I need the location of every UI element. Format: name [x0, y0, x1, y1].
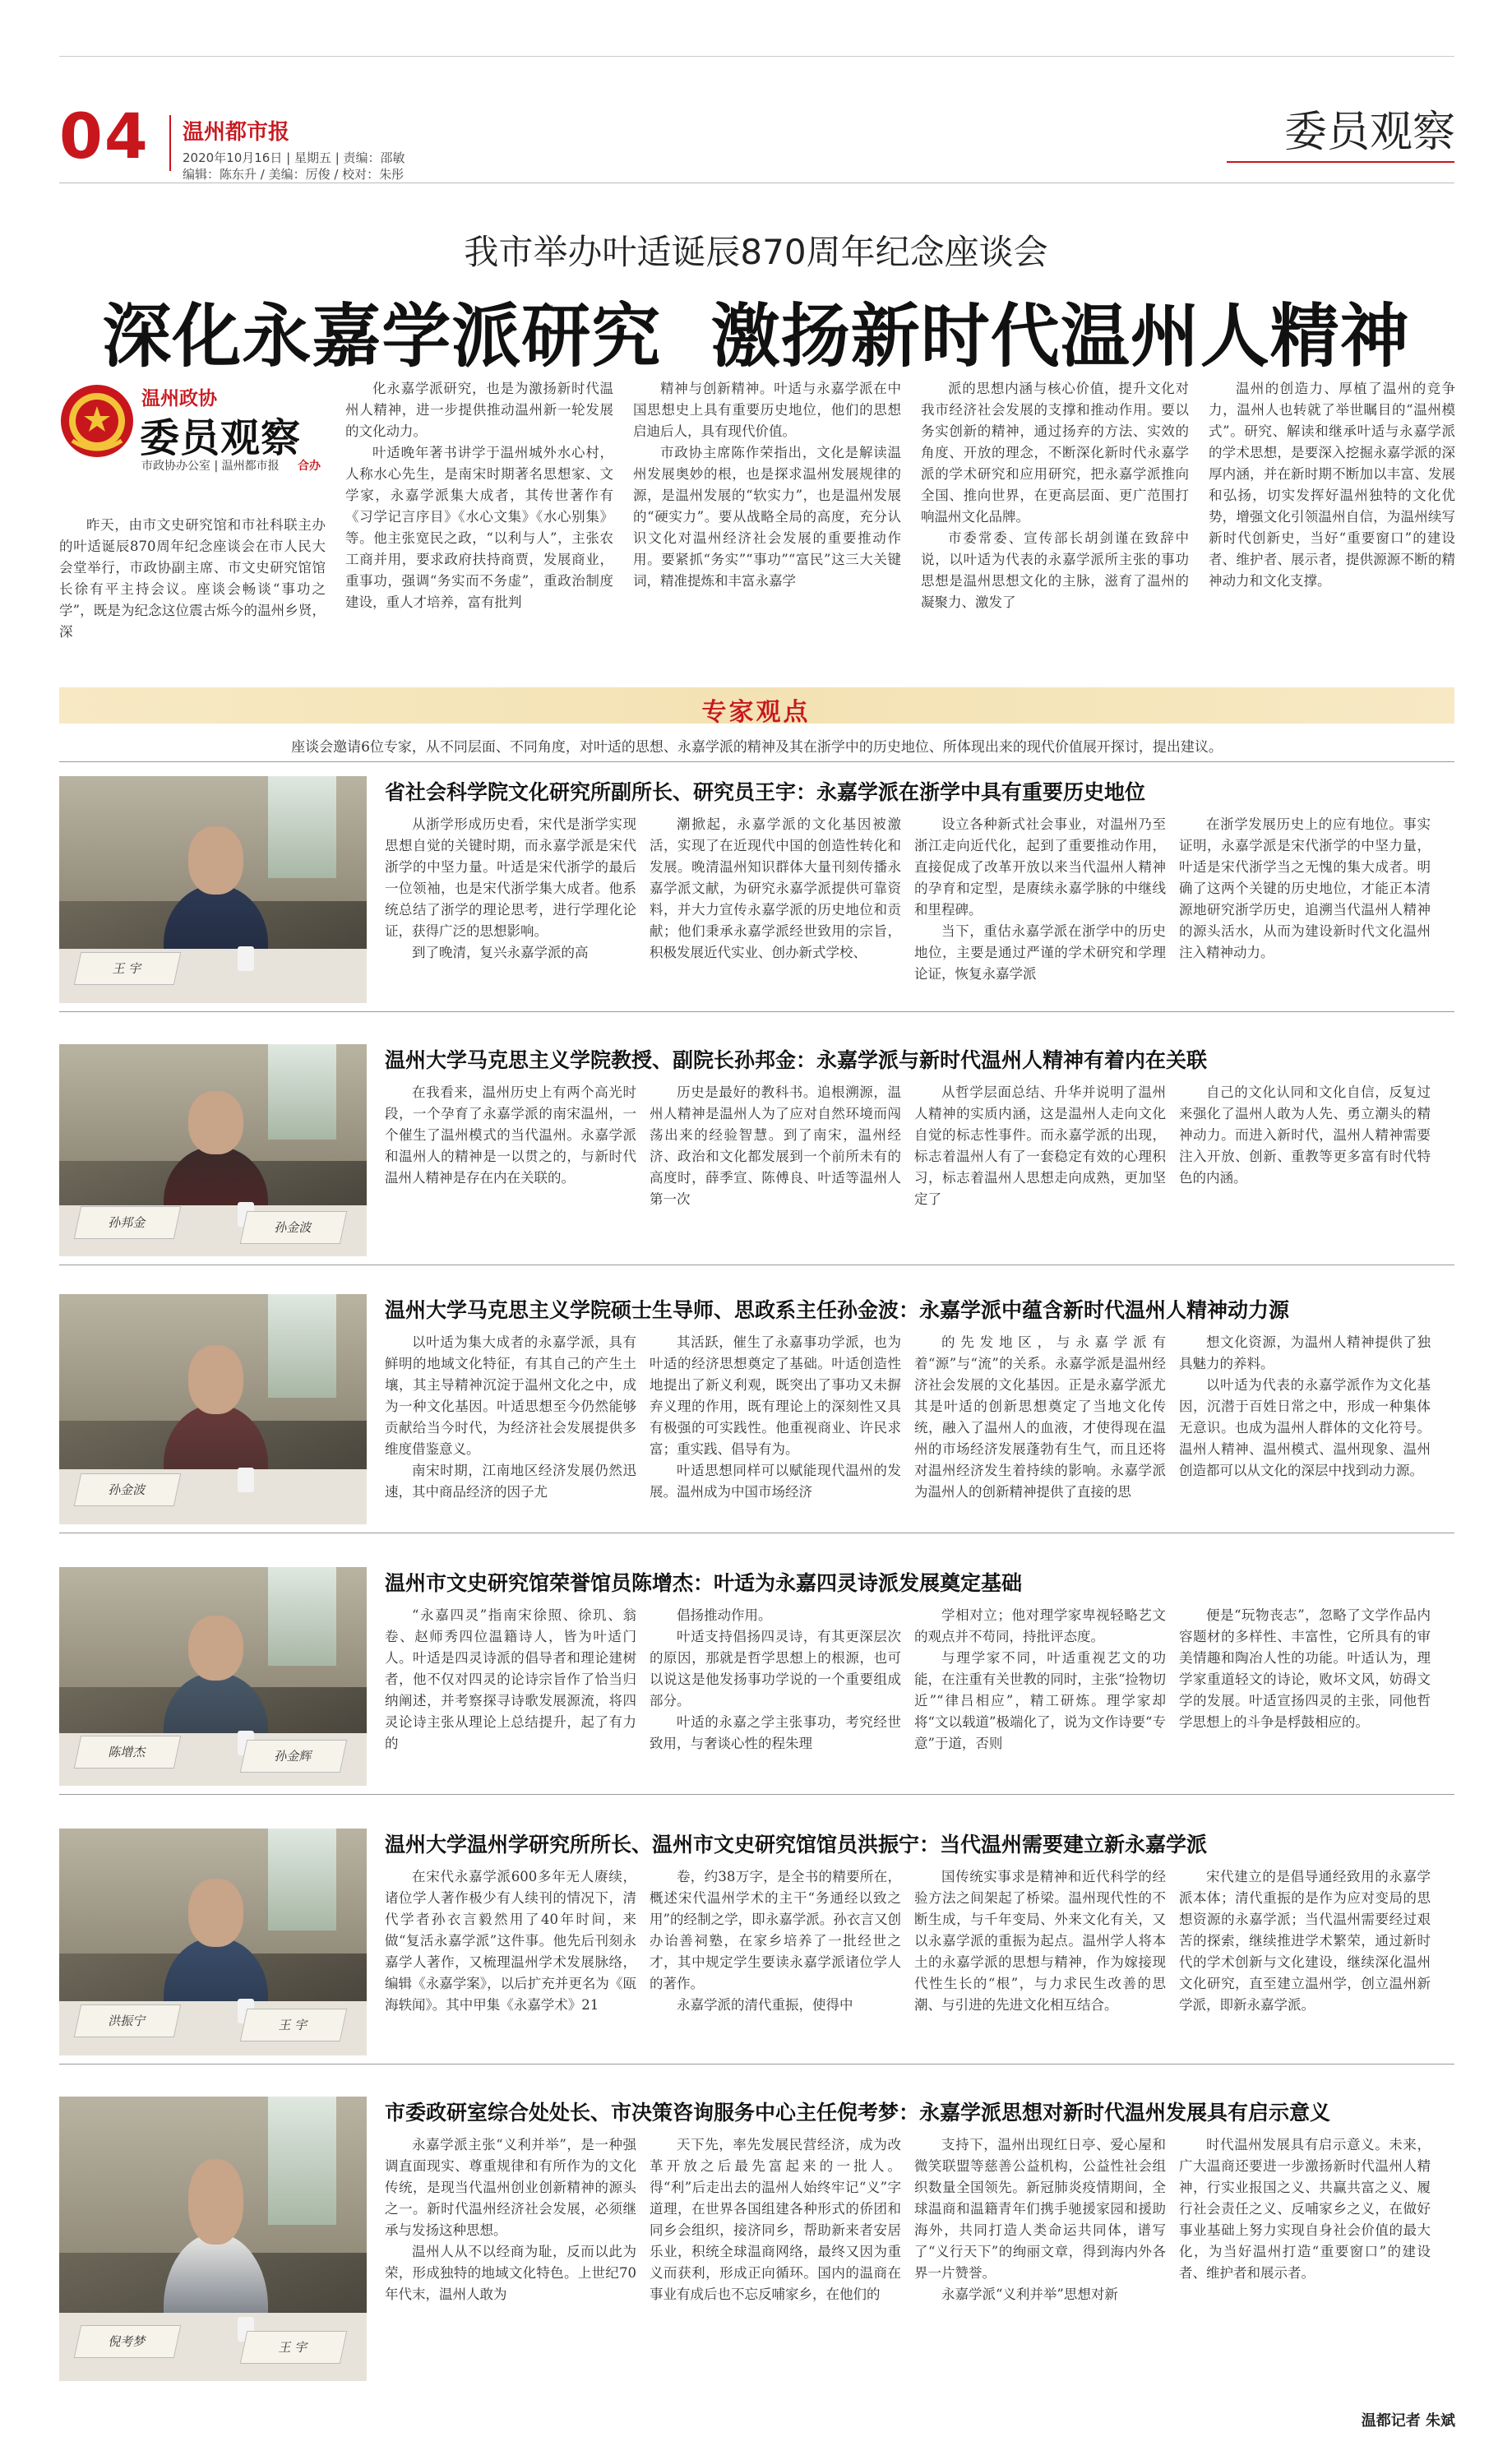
paragraph: 国传统实事求是精神和近代科学的经验方法之间架起了桥梁。温州现代性的不断生成，与千年变局、外来文化有关，又以永嘉学派的重振为起点。温州学人将本土的永嘉学派的思想与精神，作为嫁接现代性生长的“根”，与力求民生改善的思潮、与引进的先进文化相互结合。: [914, 1869, 1166, 2013]
expert-text-column: [914, 1866, 1166, 2054]
expert-text: [914, 1332, 1166, 1503]
expert-text: [1179, 2134, 1431, 2284]
paragraph: 天下先，率先发展民营经济，成为改革开放之后最先富起来的一批人。得“利”后走出去的温州人始终牢记“义”字道理，在世界各国组建各种形式的侨团和同乡会组织，接济同乡，帮助新来者安居乐业，积统全球温商网络，最终又因为重义而获利，形成正向循环。国内的温商在事业有成后也不忘反哺家乡，在他们的: [650, 2137, 901, 2302]
tea-cup-icon: [238, 946, 254, 971]
paragraph: 永嘉学派主张“义利并举”，是一种强调直面现实、尊重规律和有所作为的文化传统，是现当代温州创业创新精神的源头之一。新时代温州经济社会发展，必须继承与发扬这种思想。: [385, 2137, 636, 2238]
cppcc-emblem-icon: [59, 383, 135, 459]
speaker-head: [188, 826, 243, 895]
paragraph: 从哲学层面总结、升华并说明了温州人精神的实质内涵，这是温州人走向文化自觉的标志性事件。而永嘉学派的出现，标志着温州人有了一套稳定有效的心理积习，标志着温州人思想走向成熟，更加坚定了: [914, 1084, 1166, 1207]
expert-text-column: [650, 1082, 901, 1255]
speaker-head: [188, 1091, 243, 1154]
expert-text: [650, 1605, 901, 1755]
paragraph: 精神与创新精神。叶适与永嘉学派在中国思想史上具有重要历史地位，他们的思想启迪后人，具有现代价值。: [633, 381, 901, 439]
expert-title: 温州大学马克思主义学院教授、副院长孙邦金：永嘉学派与新时代温州人精神有着内在关联: [385, 1048, 1208, 1072]
paragraph: 叶适晚年著书讲学于温州城外水心村，人称水心先生，是南宋时期著名思想家、文学家，永嘉学派集大成者，其传世著作有《习学记言序目》《水心文集》《水心别集》等。他主张宽民之政，“以利与人”，主张农工商并用，要求政府扶持商贾，发展商业，重事功，强调“务实而不务虚”，重政治制度建设，重人才培养，富有批判: [345, 445, 613, 610]
section-name: 委员观察: [1283, 108, 1455, 157]
expert-text: [385, 2134, 636, 2305]
expert-title: 温州大学马克思主义学院硕士生导师、思政系主任孙金波：永嘉学派中蕴含新时代温州人精神动力源: [385, 1298, 1290, 1322]
paragraph: 市委常委、宣传部长胡剑谨在致辞中说，以叶适为代表的永嘉学派所主张的事功思想是温州思想文化的主脉，滋育了温州的凝聚力、激发了: [921, 530, 1189, 610]
expert-text: [914, 1082, 1166, 1210]
byline: 温都记者 朱斌: [1361, 2412, 1455, 2430]
paragraph: 以叶适为集大成者的永嘉学派，具有鲜明的地域文化特征，有其自己的产生土壤，其主导精神沉淀于温州文化之中，成为一种文化基因。叶适思想至今仍然能够贡献给当今时代，为经济社会发展提供多维度借鉴意义。: [385, 1334, 636, 1457]
photo-window: [268, 1294, 335, 1398]
expert-text: [385, 1866, 636, 2016]
paragraph: 以叶适为代表的永嘉学派作为文化基因，沉潜于百姓日常之中，形成一种集体无意识。也成为温州人群体的文化符号。温州人精神、温州模式、温州现象、温州创造都可以从文化的深层中找到动力源。: [1179, 1377, 1431, 1478]
intro-column-2: [345, 378, 613, 668]
masthead-rule: [1227, 161, 1454, 163]
photo-window: [268, 1567, 335, 1666]
paragraph: 到了晚清，复兴永嘉学派的高: [412, 945, 589, 960]
paragraph: 卷，约38万字，是全书的精要所在，概述宋代温州学术的主干“务通经以致之用”的经制之学，即永嘉学派。孙衣言又创办诒善祠塾，在家乡培养了一批经世之才，其中规定学生要读永嘉学派诸位学人的著作。: [650, 1869, 901, 1991]
logo-top-text: 温州政协: [141, 388, 217, 409]
section-divider: [59, 2064, 1454, 2065]
paragraph: 派的思想内涵与核心价值，提升文化对我市经济社会发展的支撑和推动作用。要以务实创新的精神，通过扬弃的方法、实效的角度、开放的理念，不断深化新时代永嘉学派的学术研究和应用研究，把永嘉学派推向全国、推向世界，在更高层面、更广范围打响温州文化品牌。: [921, 381, 1189, 525]
paragraph: 叶适的永嘉之学主张事功，考究经世致用，与奢谈心性的程朱理: [650, 1714, 901, 1751]
expert-text: [914, 1605, 1166, 1755]
speaker-head: [188, 2159, 243, 2245]
paragraph: 在宋代永嘉学派600多年无人赓续，诸位学人著作极少有人续刊的情况下，清代学者孙衣言毅然用了40年时间，来做“复活永嘉学派”这件事。他先后刊刻永嘉学人著作，又梳理温州学术发展脉络，编辑《永嘉学案》，以后扩充并更名为《瓯海轶闻》。其中甲集《永嘉学术》21: [385, 1869, 636, 2013]
paragraph: 设立各种新式社会事业，对温州乃至浙江走向近代化，起到了重要推动作用，直接促成了改革开放以来当代温州人精神的孕育和定型，是赓续永嘉学脉的中继线和里程碑。: [914, 816, 1166, 918]
expert-text-column: [914, 1082, 1166, 1255]
paragraph: 叶适支持倡扬四灵诗，有其更深层次的原因，那就是哲学思想上的根源，也可以说这是他发扬事功学说的一个重要组成部分。: [650, 1629, 901, 1709]
expert-text-column: [1179, 2134, 1431, 2379]
top-rule: [59, 56, 1454, 57]
photo-window: [268, 1044, 335, 1140]
paragraph: 在我看来，温州历史上有两个高光时段，一个孕育了永嘉学派的南宋温州，一个催生了温州模式的当代温州。永嘉学派和温州人的精神是一以贯之的，与新时代温州人精神是存在内在关联的。: [385, 1084, 636, 1186]
name-plate: 王 宇: [74, 952, 182, 985]
name-plate: 倪考梦: [74, 2325, 182, 2358]
paper-name: 温州都市报: [183, 120, 290, 145]
logo-partners: 市政协办公室 | 温州都市报: [141, 460, 280, 473]
expert-text: [1179, 1082, 1431, 1189]
expert-text: [385, 814, 636, 964]
expert-text-column: [385, 1866, 636, 2054]
tea-cup-icon: [238, 1468, 254, 1492]
expert-text-column: [385, 1332, 636, 1523]
name-plate: 王 宇: [240, 2009, 348, 2041]
expert-photo: [59, 1567, 367, 1786]
paragraph: 宋代建立的是倡导通经致用的永嘉学派本体；清代重振的是作为应对变局的思想资源的永嘉学派；当代温州需要经过艰苦的探索，继续推进学术繁荣，通过新时代的学术创新与文化建设，继续深化温州文化研究，直至建立温州学，创立温州新学派，即新永嘉学派。: [1179, 1869, 1431, 2013]
expert-text: [914, 1866, 1166, 2016]
expert-text: [650, 1332, 901, 1503]
paragraph: 永嘉学派“义利并举”思想对新: [941, 2286, 1118, 2302]
section-divider: [59, 1794, 1454, 1795]
cppcc-logo: [59, 383, 135, 459]
paragraph: 叶适思想同样可以赋能现代温州的发展。温州成为中国市场经济: [650, 1463, 901, 1500]
expert-text: [1179, 1605, 1431, 1733]
masthead-vline: [169, 115, 171, 171]
name-plate: 陈增杰: [74, 1736, 182, 1769]
paragraph: 当下，重估永嘉学派在浙学中的历史地位，主要是通过严谨的学术研究和学理论证，恢复永嘉学派: [914, 923, 1166, 982]
paragraph: 支持下，温州出现红日亭、爱心屋和微笑联盟等慈善公益机构，公益性社会组织数量全国领先。新冠肺炎疫情期间，全球温商和温籍青年们携手驰援家园和援助海外，共同打造人类命运共同体，谱写了“义行天下”的绚丽文章，得到海内外各界一片赞誉。: [914, 2137, 1166, 2281]
paragraph: “永嘉四灵”指南宋徐照、徐玑、翁卷、赵师秀四位温籍诗人，皆为叶适门人。叶适是四灵诗派的倡导者和理论建树者，他不仅对四灵的论诗宗旨作了恰当归纳阐述，并考察探寻诗歌发展源流，将四灵论诗主张从理论上总结提升，起了有力的: [385, 1607, 636, 1751]
paragraph: 学相对立；他对理学家卑视轻略艺文的观点并不苟同，持批评态度。: [914, 1607, 1166, 1644]
intro-text-5: [1209, 378, 1455, 592]
paragraph: 温州的创造力、厚植了温州的竞争力，温州人也转就了举世瞩目的“温州模式”。研究、解读和继承叶适与永嘉学派的学术思想，是要深入挖掘永嘉学派的深厚内涵，并在新时期不断加以丰富、发展和弘扬，切实发挥好温州独特的文化优势，增强文化引领温州自信，为温州续写新时代创新史，当好“重要窗口”的建设者、维护者、展示者，提供源源不断的精神动力和文化支撑。: [1209, 381, 1455, 589]
intro-column-1: [59, 515, 326, 668]
expert-text-column: [914, 814, 1166, 1001]
expert-text-column: [385, 1082, 636, 1255]
name-plate: 孙金波: [74, 1473, 182, 1506]
expert-text: [385, 1082, 636, 1189]
expert-title: 省社会科学院文化研究所副所长、研究员王宇：永嘉学派在浙学中具有重要历史地位: [385, 780, 1146, 804]
intro-column-4: [921, 378, 1189, 668]
expert-text: [650, 1082, 901, 1210]
intro-text-1: 昨天，由市文史研究馆和市社科联主办的叶适诞辰870周年纪念座谈会在市人民大会堂举行，市政协副主席、市文史研究馆馆长徐有平主持会议。座谈会畅谈“事功之学”，既是为纪念这位震古烁今的温州乡贤，深: [59, 517, 326, 640]
photo-window: [268, 1829, 335, 1930]
intro-text-4: [921, 378, 1189, 613]
expert-text-column: [385, 2134, 636, 2379]
paragraph: 时代温州发展具有启示意义。未来，广大温商还要进一步激扬新时代温州人精神，行实业报国之义、共赢共富之义、履行社会责任之义、反哺家乡之义，在做好事业基础上努力实现自身社会价值的最大化，为当好温州打造“重要窗口”的建设者、维护者和展示者。: [1179, 2137, 1431, 2281]
paragraph: 倡扬推动作用。: [677, 1607, 772, 1623]
expert-text-column: [650, 2134, 901, 2379]
intro-column-3: [633, 378, 901, 668]
expert-text-column: [1179, 1605, 1431, 1784]
expert-text: [1179, 1332, 1431, 1482]
expert-photo: [59, 1044, 367, 1256]
expert-photo: [59, 1294, 367, 1524]
section-divider: [59, 1011, 1454, 1012]
expert-text-column: [914, 1332, 1166, 1523]
page-number: 04: [59, 99, 150, 173]
expert-text: [650, 1866, 901, 2016]
paragraph: 自己的文化认同和文化自信，反复过来强化了温州人敢为人先、勇立潮头的精神动力。而进入新时代，温州人精神需要注入开放、创新、重教等更多富有时代特色的内涵。: [1179, 1084, 1431, 1186]
intro-text-2: [345, 378, 613, 613]
speaker-head: [188, 1879, 243, 1947]
paragraph: 化永嘉学派研究，也是为激扬新时代温州人精神，进一步提供推动温州新一轮发展的文化动力。: [345, 381, 613, 439]
expert-text: [650, 2134, 901, 2305]
expert-text: [385, 1605, 636, 1755]
expert-photo: [59, 1829, 367, 2055]
paragraph: 潮掀起，永嘉学派的文化基因被激活，实现了在近现代中国的创造性转化和发展。晚清温州知识群体大量刊刻传播永嘉学派文献，为研究永嘉学派提供可靠资料，并大力宣传永嘉学派的历史地位和贡献；他们秉承永嘉学派经世致用的宗旨，积极发展近代实业、创办新式学校、: [650, 816, 901, 960]
logo-main-text: 委员观察: [140, 415, 302, 461]
name-plate: 洪振宁: [74, 2004, 182, 2037]
paragraph: 历史是最好的教科书。追根溯源，温州人精神是温州人为了应对自然环境而闯荡出来的经验智慧。到了南宋，温州经济、政治和文化都发展到一个前所未有的高度时，薛季宣、陈傅良、叶适等温州人第一次: [650, 1084, 901, 1207]
photo-window: [268, 2097, 335, 2225]
paragraph: 与理学家不同，叶适重视艺文的功能，在注重有关世教的同时，主张“捡物切近”“律吕相应”，精工研炼。理学家却将“文以载道”极端化了，说为文作诗要“专意”于道，否则: [914, 1650, 1166, 1751]
expert-text: [1179, 1866, 1431, 2016]
expert-text-column: [1179, 1866, 1431, 2054]
masthead-info-1: 2020年10月16日 | 星期五 | 责编：邵敏: [183, 150, 405, 165]
paragraph: 从浙学形成历史看，宋代是浙学实现思想自觉的关键时期，而永嘉学派是宋代浙学的中坚力量。叶适是宋代浙学的最后一位领袖，也是宋代浙学集大成者。他系统总结了浙学的理论思考，进行学理化论证，获得广泛的思想影响。: [385, 816, 636, 939]
expert-text: [650, 814, 901, 964]
expert-text: [1179, 814, 1431, 964]
name-plate: 王 宇: [240, 2331, 348, 2364]
masthead-info-2: 编辑：陈东升 / 美编：厉俊 / 校对：朱彤: [183, 167, 405, 182]
expert-title: 市委政研室综合处处长、市决策咨询服务中心主任倪考梦：永嘉学派思想对新时代温州发展具有启示意义: [385, 2101, 1331, 2125]
name-plate: 孙邦金: [74, 1206, 182, 1239]
expert-text-column: [1179, 1332, 1431, 1523]
expert-banner-title: 专家观点: [701, 698, 811, 727]
headline-subtitle: 我市举办叶适诞辰870周年纪念座谈会: [464, 232, 1048, 272]
expert-text-column: [650, 814, 901, 1001]
paragraph: 温州人从不以经商为耻，反而以此为荣，形成独特的地域文化特色。上世纪70年代末，温州人敢为: [385, 2244, 636, 2302]
name-plate: 孙金辉: [240, 1740, 348, 1773]
paragraph: 永嘉学派的清代重振，使得中: [677, 1997, 853, 2013]
paragraph: 的先发地区，与永嘉学派有着“源”与“流”的关系。永嘉学派是温州经济社会发展的文化基因。正是永嘉学派尤其是叶适的创新思想奠定了当地文化传统，融入了温州人的血液，才使得现在温州的市场经济发展蓬勃有生气，而且还将对温州经济发生着持续的影响。永嘉学派为温州人的创新精神提供了直接的思: [914, 1334, 1166, 1500]
paragraph: 想文化资源，为温州人精神提供了独具魅力的养料。: [1179, 1334, 1431, 1371]
photo-window: [268, 776, 335, 878]
expert-text: [914, 2134, 1166, 2305]
logo-partners-tag: 合办: [298, 460, 321, 473]
expert-title: 温州大学温州学研究所所长、温州市文史研究馆馆员洪振宁：当代温州需要建立新永嘉学派: [385, 1833, 1208, 1856]
speaker-head: [188, 1616, 243, 1681]
expert-photo: [59, 2097, 367, 2381]
name-plate: 孙金波: [240, 1211, 348, 1244]
paragraph: 市政协主席陈作荣指出，文化是解读温州发展奥妙的根，也是探求温州发展规律的源，是温州发展的“软实力”，也是温州发展的“硬实力”。要从战略全局的高度，充分认识文化对温州经济社会发展的重要推动作用。要紧抓“务实”“事功”“富民”这三大关键词，精准提炼和丰富永嘉学: [633, 445, 901, 589]
intro-column-5: [1209, 378, 1455, 668]
expert-text-column: [385, 814, 636, 1001]
expert-text-column: [914, 1605, 1166, 1784]
expert-text-column: [650, 1332, 901, 1523]
speaker-head: [188, 1345, 243, 1414]
expert-title: 温州市文史研究馆荣誉馆员陈增杰：叶适为永嘉四灵诗派发展奠定基础: [385, 1571, 1023, 1595]
expert-text-column: [650, 1605, 901, 1784]
intro-text-3: [633, 378, 901, 592]
paragraph: 其活跃，催生了永嘉事功学派，也为叶适的经济思想奠定了基础。叶适创造性地提出了新义利观，既突出了事功又未摒弃义理的作用，既有理论上的深刻性又具有极强的可实践性。他重视商业、许民求富；重实践、倡导有为。: [650, 1334, 901, 1457]
expert-text-column: [1179, 1082, 1431, 1255]
expert-photo: [59, 776, 367, 1003]
expert-text: [385, 1332, 636, 1503]
paragraph: 南宋时期，江南地区经济发展仍然迅速，其中商品经济的因子尤: [385, 1463, 636, 1500]
expert-lead: 座谈会邀请6位专家，从不同层面、不同角度，对叶适的思想、永嘉学派的精神及其在浙学中的历史地位、所体现出来的现代价值展开探讨，提出建议。: [291, 739, 1223, 756]
paragraph: 在浙学发展历史上的应有地位。事实证明，永嘉学派是宋代浙学的中坚力量，叶适是宋代浙学当之无愧的集大成者。明确了这两个关键的历史地位，才能正本清源地研究浙学历史，追溯当代温州人精神的源头活水，从而为建设新时代文化温州注入精神动力。: [1179, 816, 1431, 960]
headline-title: 深化永嘉学派研究 激扬新时代温州人精神: [102, 296, 1410, 377]
expert-text-column: [914, 2134, 1166, 2379]
expert-text-column: [385, 1605, 636, 1784]
paragraph: 便是“玩物丧志”，忽略了文学作品内容题材的多样性、丰富性，它所具有的审美情趣和陶冶人性的功能。叶适认为，理学家重道轻文的诗论，败坏文风，妨碍文学的发展。叶适宣扬四灵的主张，同他哲学思想上的斗争是桴鼓相应的。: [1179, 1607, 1431, 1730]
expert-text: [914, 814, 1166, 985]
expert-text-column: [1179, 814, 1431, 1001]
expert-text-column: [650, 1866, 901, 2054]
divider-top: [59, 761, 1454, 762]
